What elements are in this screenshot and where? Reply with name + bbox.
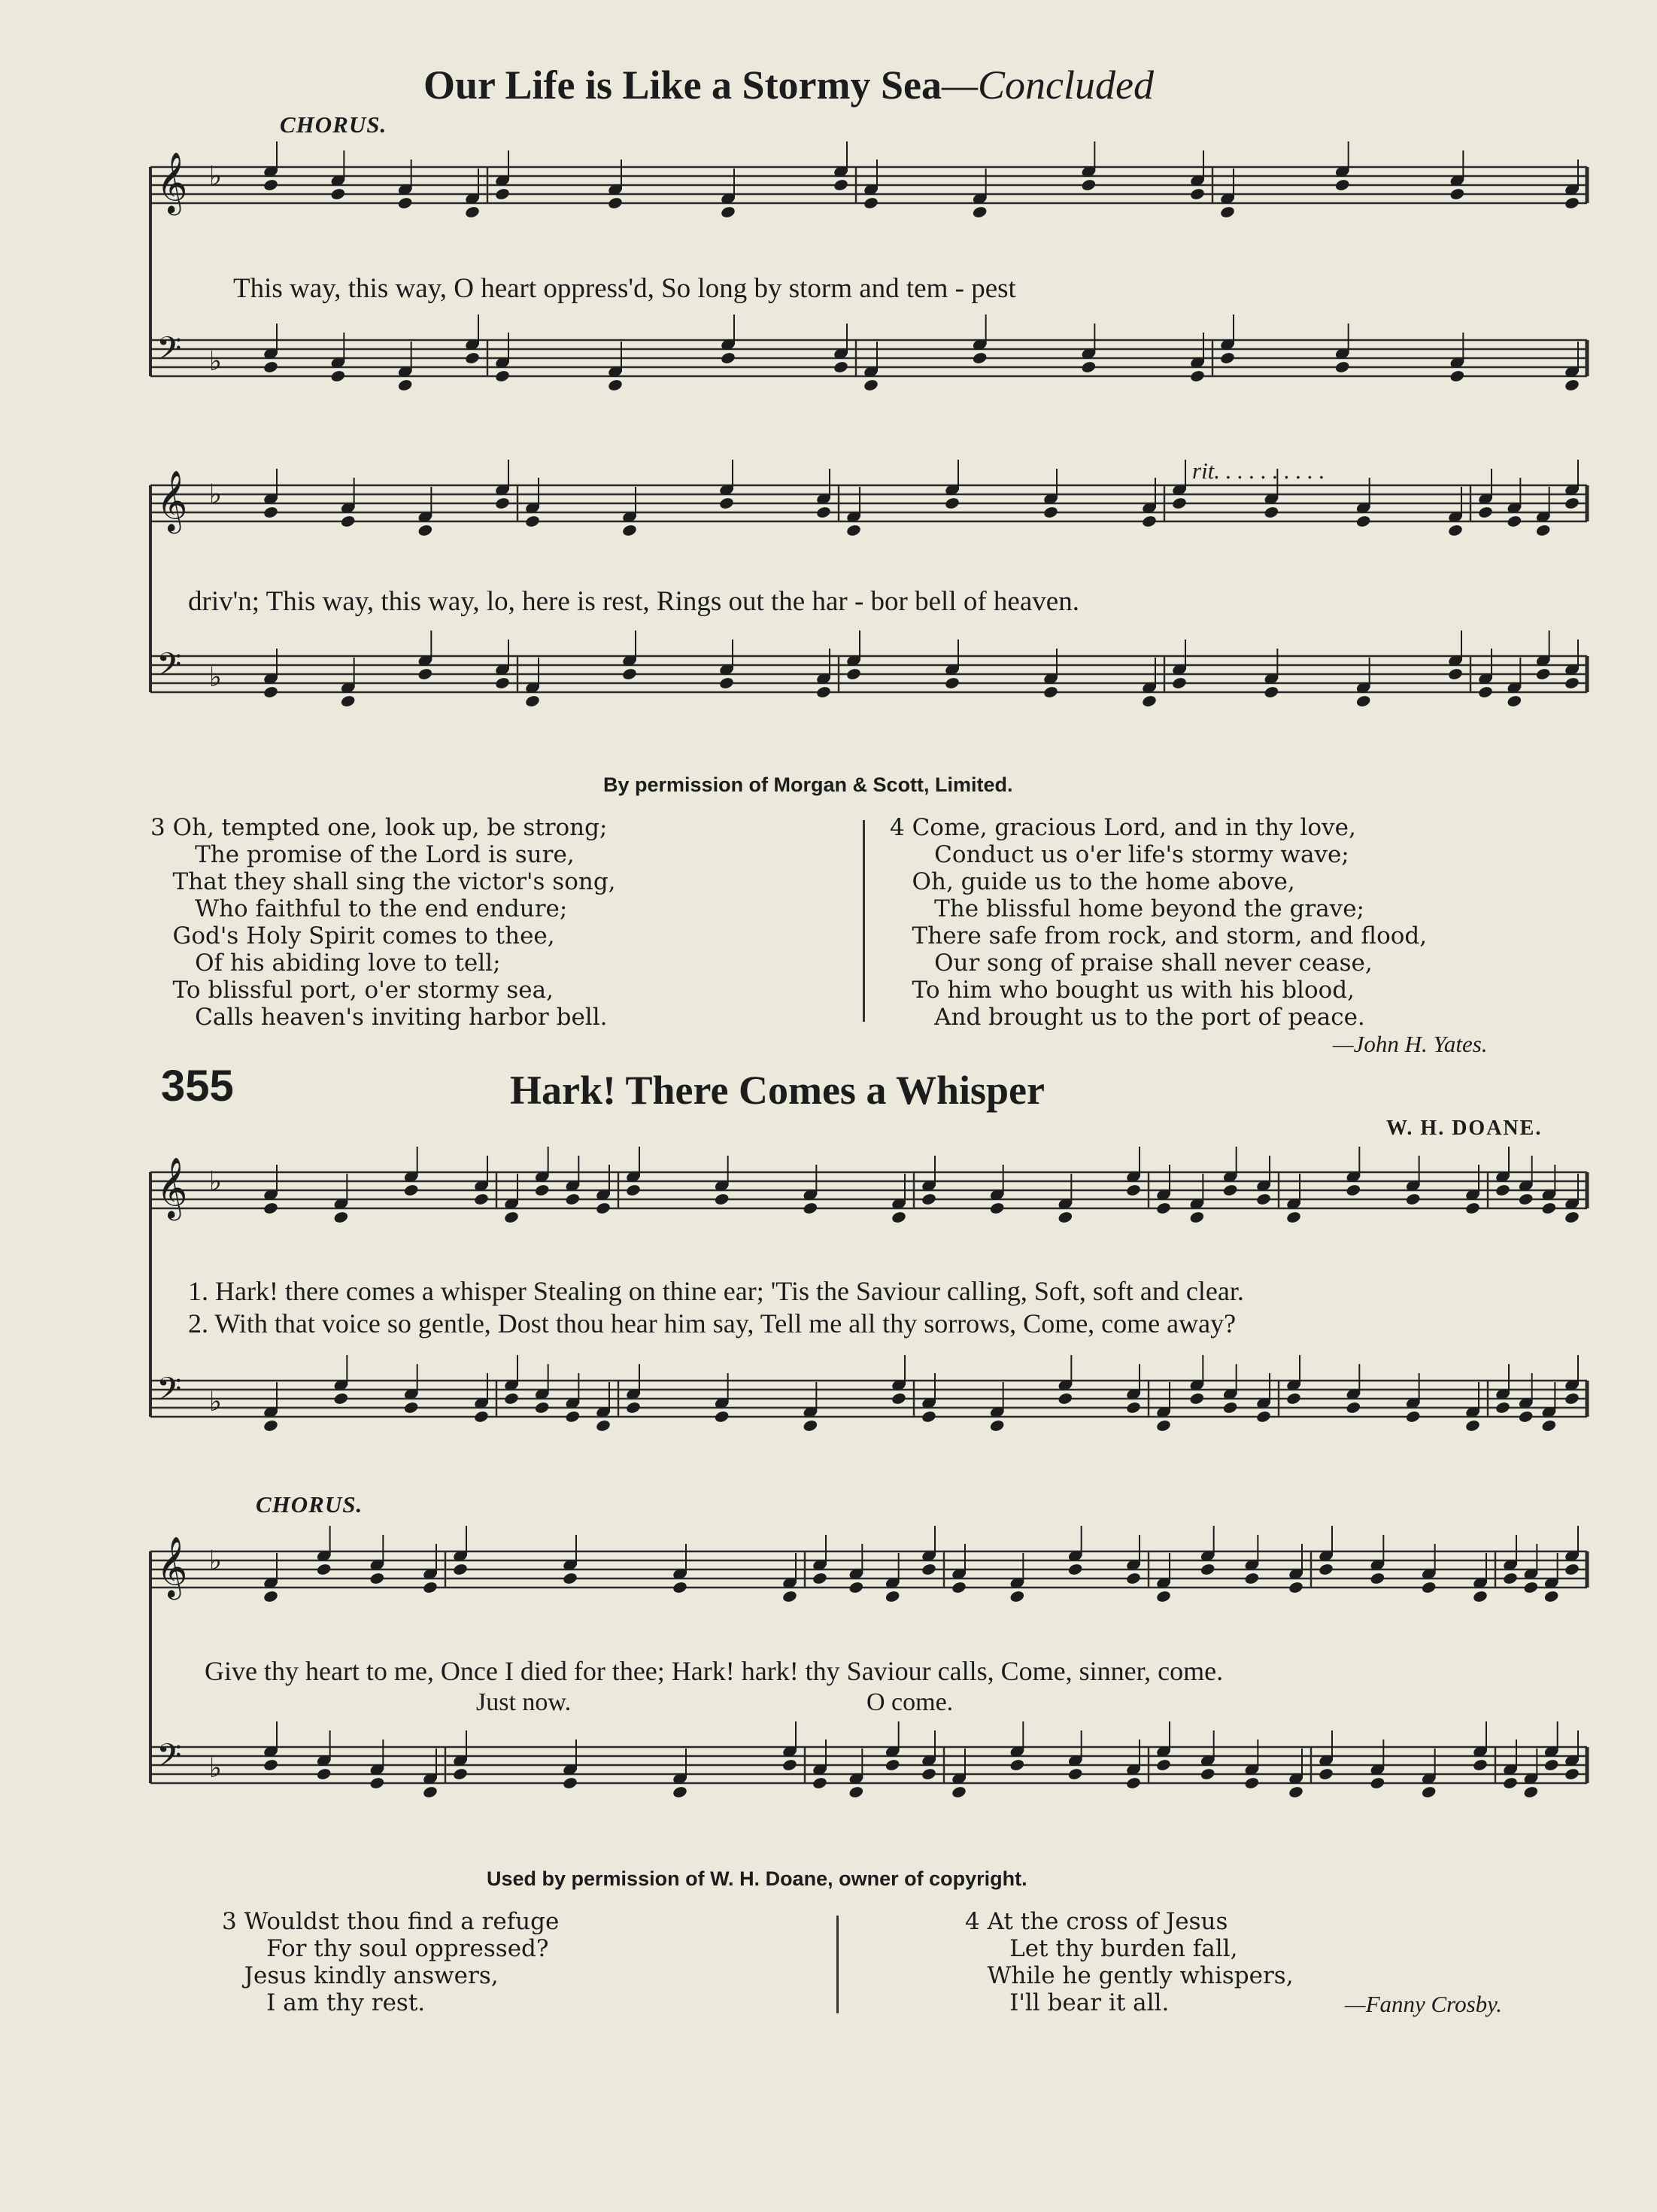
flat-icon: ♭ <box>209 479 222 510</box>
lyrics-355-verse2: 2. With that voice so gentle, Dost thou hear him say, Tell me all thy sorrows, Come, come away? <box>188 1308 1237 1338</box>
lyrics-355-verse1: 1. Hark! there comes a whisper Stealing on thine ear; 'Tis the Saviour calling, Soft, soft and clear. <box>188 1276 1244 1306</box>
author-355: —Fanny Crosby. <box>1345 1991 1502 2017</box>
flat-icon: ♭ <box>209 1545 222 1576</box>
composer-355: W. H. DOANE. <box>1386 1117 1543 1140</box>
hymn-354-title-text: Our Life is Like a Stormy Sea <box>423 62 942 108</box>
lyrics-355-echo-just-now: Just now. <box>476 1688 572 1716</box>
treble-clef-icon: 𝄞 <box>156 1156 188 1218</box>
permission-355: Used by permission of W. H. Doane, owner of copyright. <box>487 1867 1027 1890</box>
bass-clef-icon: 𝄢 <box>156 1371 182 1416</box>
flat-icon: ♭ <box>209 346 222 377</box>
rit-marking: rit. . . . . . . . . . <box>1192 457 1325 484</box>
treble-clef-icon: 𝄞 <box>156 151 188 213</box>
lyrics-355-echo-o-come: O come. <box>866 1688 954 1716</box>
treble-clef-icon: 𝄞 <box>156 1536 188 1597</box>
lyrics-354-line1: This way, this way, O heart oppress'd, So long by storm and tem - pest <box>233 273 1016 304</box>
verse-354-4: 4 Come, gracious Lord, and in thy love, Conduct us o'er life's stormy wave; Oh, guide us to the home above, The blissful home beyond the grave; There safe from rock, and storm, and flood, Our song of praise shall never cease, To him who bought us with his blood, And brought us to the port of peace. <box>890 814 1428 1031</box>
bass-clef-icon: 𝄢 <box>156 330 182 375</box>
flat-icon: ♭ <box>209 1387 222 1417</box>
lyrics-355-chorus: Give thy heart to me, Once I died for thee; Hark! hark! thy Saviour calls, Come, sinner, come. <box>205 1656 1224 1686</box>
verse-354-3: 3 Oh, tempted one, look up, be strong; The promise of the Lord is sure, That they shall sing the victor's song, Who faithful to the end endure; God's Holy Spirit comes to thee, Of his abiding love to tell; To blissful port, o'er stormy sea, Calls heaven's inviting harbor bell. <box>150 814 616 1031</box>
verse-355-3: 3 Wouldst thou find a refuge For thy soul oppressed? Jesus kindly answers, I am thy rest. <box>222 1908 560 2016</box>
author-354: —John H. Yates. <box>1333 1031 1488 1057</box>
chorus-label-354: CHORUS. <box>280 111 387 138</box>
lyrics-354-line2: driv'n; This way, this way, lo, here is rest, Rings out the har - bor bell of heaven. <box>188 586 1079 617</box>
verse-355-4: 4 At the cross of Jesus Let thy burden fall, While he gently whispers, I'll bear it all. <box>965 1908 1294 2016</box>
verse-divider-355 <box>836 1916 839 2013</box>
hymn-355-title: Hark! There Comes a Whisper <box>510 1068 1045 1113</box>
bass-clef-icon: 𝄢 <box>156 646 182 691</box>
hymn-number-355: 355 <box>161 1062 234 1111</box>
chorus-label-355: CHORUS. <box>256 1491 363 1518</box>
verse-divider-354 <box>863 820 865 1022</box>
flat-icon: ♭ <box>209 1166 222 1197</box>
flat-icon: ♭ <box>209 161 222 192</box>
bass-clef-icon: 𝄢 <box>156 1737 182 1782</box>
hymn-354-subtitle: —Concluded <box>942 62 1154 108</box>
flat-icon: ♭ <box>209 662 222 693</box>
treble-clef-icon: 𝄞 <box>156 469 188 531</box>
permission-354: By permission of Morgan & Scott, Limited. <box>603 773 1013 796</box>
flat-icon: ♭ <box>209 1753 222 1784</box>
